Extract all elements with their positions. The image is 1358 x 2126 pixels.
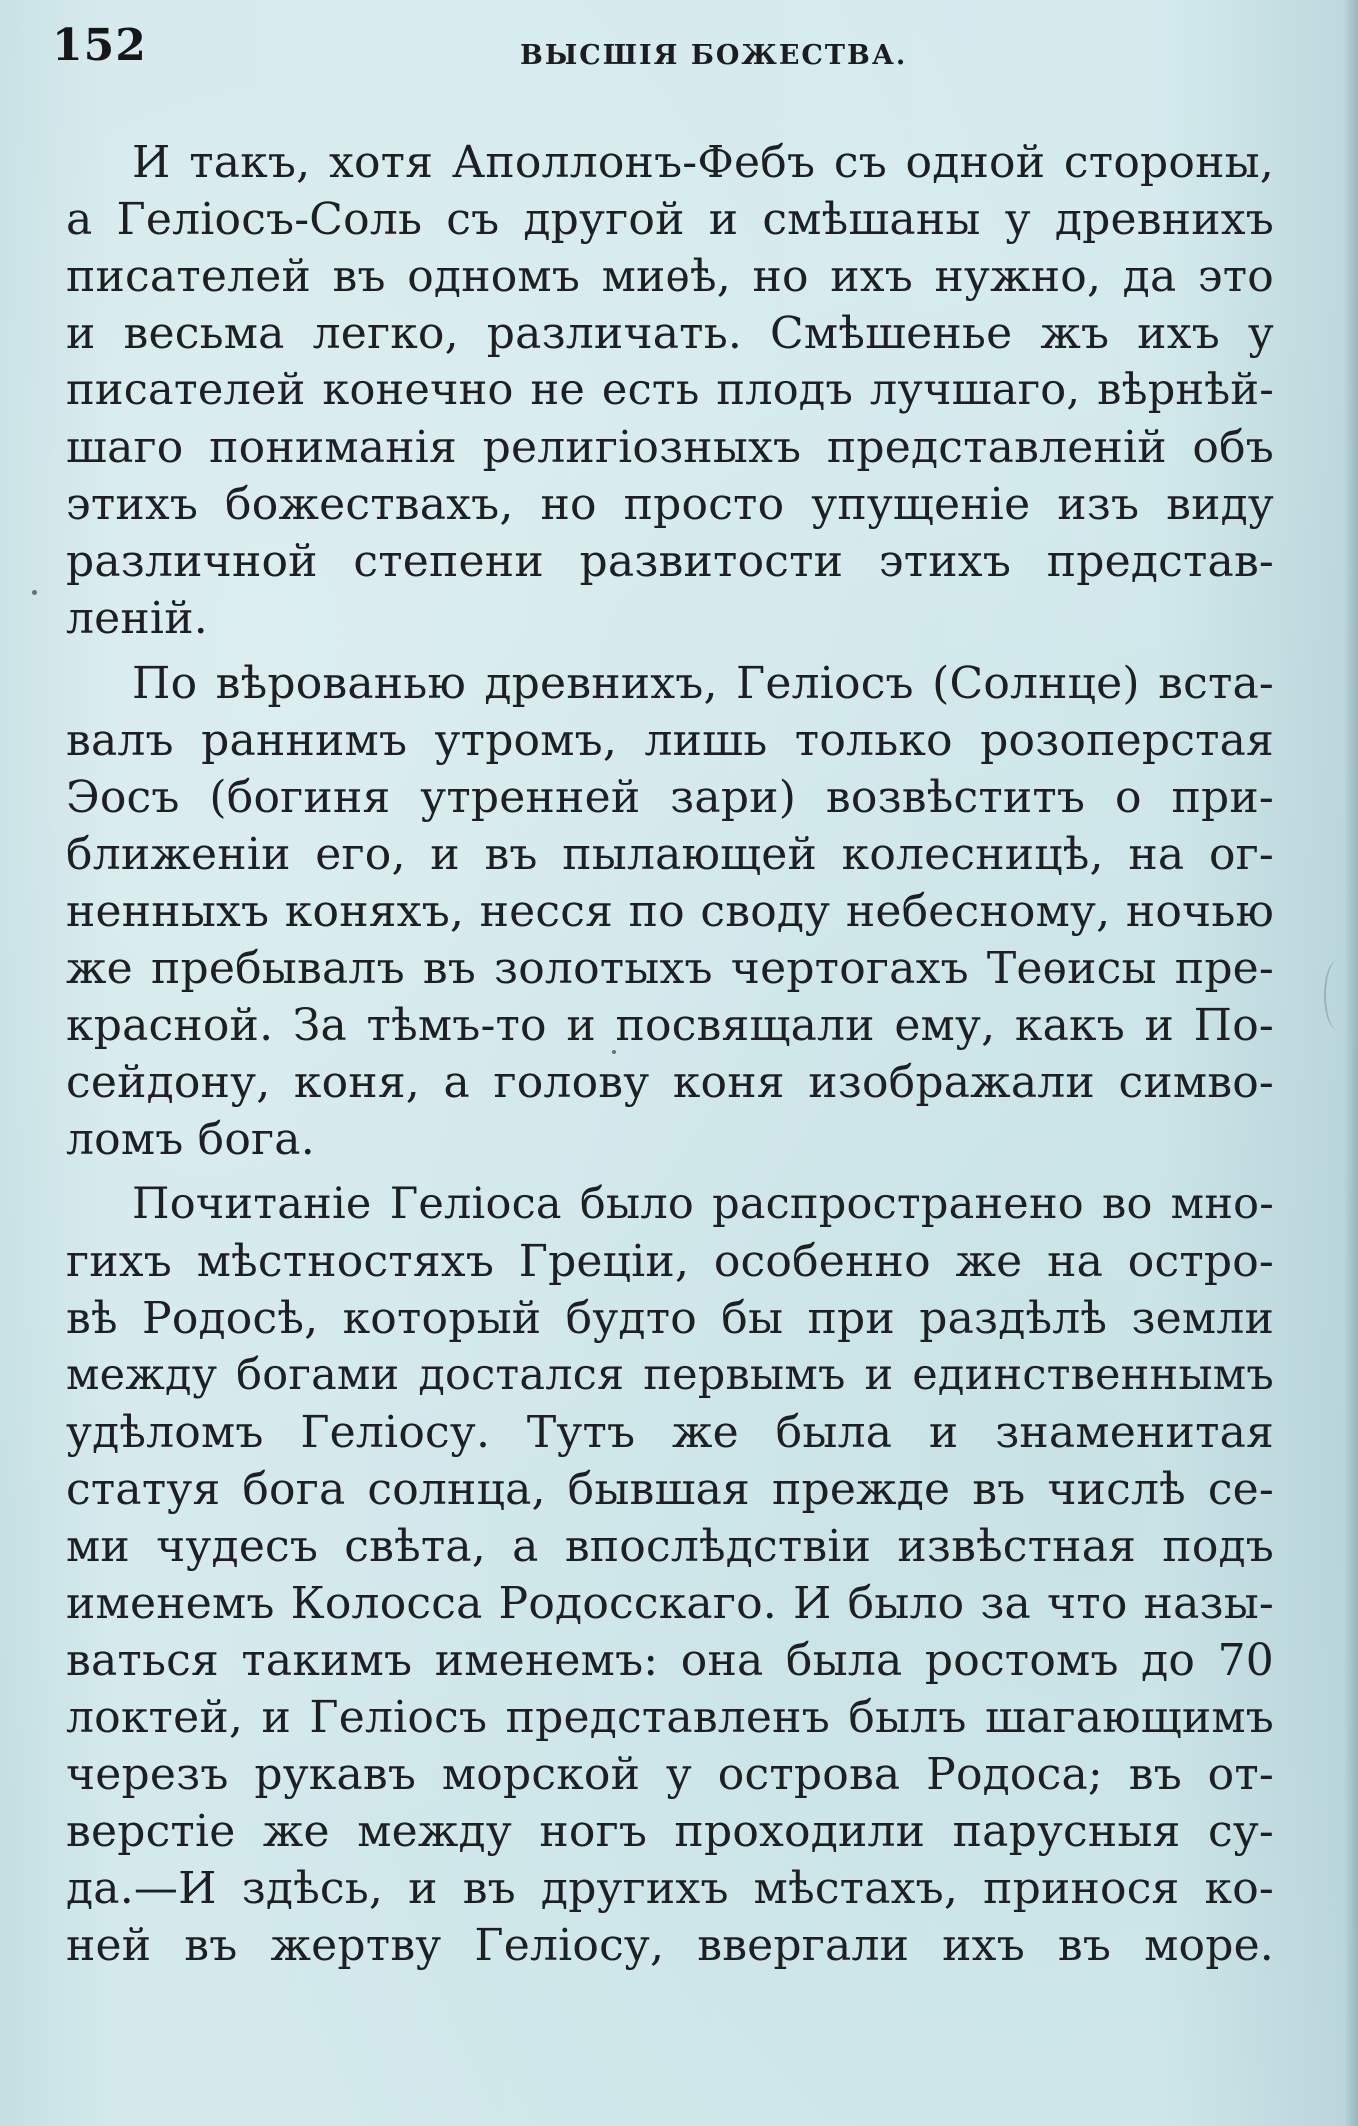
text-line: статуя бога солнца, бывшая прежде въ числѣ се- <box>66 1464 1274 1515</box>
text-line: этихъ божествахъ, но просто упущеніе изъ виду <box>66 479 1274 530</box>
paragraph-gap <box>66 647 1274 655</box>
text-line: сейдону, коня, а голову коня изображали симво- <box>66 1057 1274 1108</box>
ink-speck <box>32 590 37 595</box>
page-edge-shadow <box>1344 0 1358 2126</box>
text-line: черезъ рукавъ морской у острова Родоса; въ от- <box>66 1749 1274 1800</box>
text-line: а Геліосъ-Соль съ другой и смѣшаны у древнихъ <box>66 194 1274 245</box>
text-line: локтей, и Геліосъ представленъ былъ шагающимъ <box>66 1692 1274 1743</box>
text-line: валъ раннимъ утромъ, лишь только розоперстая <box>66 715 1274 766</box>
text-line: Почитаніе Геліоса было распространено во мно- <box>132 1179 1274 1229</box>
text-line: именемъ Колосса Родосскаго. И было за что назы- <box>66 1578 1274 1629</box>
text-line: ломъ бога. <box>66 1114 315 1165</box>
text-line: Эосъ (богиня утренней зари) возвѣститъ о при- <box>66 772 1274 823</box>
text-line: между богами достался первымъ и единственнымъ <box>66 1350 1274 1400</box>
text-line: писателей въ одномъ миѳѣ, но ихъ нужно, да это <box>66 251 1274 302</box>
text-line: удѣломъ Геліосу. Тутъ же была и знаменитая <box>66 1407 1274 1458</box>
text-line: ближеніи его, и въ пылающей колесницѣ, на ог- <box>66 829 1274 880</box>
text-line: же пребывалъ въ золотыхъ чертогахъ Теѳисы пре- <box>66 943 1274 994</box>
text-line: ней въ жертву Геліосу, ввергали ихъ въ море. <box>66 1920 1274 1971</box>
page-number: 152 <box>52 20 147 71</box>
paper-fold-mark <box>1324 960 1352 1030</box>
text-line: ми чудесъ свѣта, а впослѣдствіи извѣстная подъ <box>66 1521 1274 1572</box>
text-line: ненныхъ коняхъ, несся по своду небесному, ночью <box>66 886 1274 937</box>
text-line: красной. За тѣмъ-то и посвящали ему, какъ и По- <box>66 1000 1274 1051</box>
text-line: да.—И здѣсь, и въ другихъ мѣстахъ, принося ко- <box>66 1863 1274 1914</box>
text-line: гихъ мѣстностяхъ Греціи, особенно же на остро- <box>66 1236 1274 1287</box>
paragraph-gap <box>66 1168 1274 1176</box>
text-line: леній. <box>66 593 208 644</box>
running-head: ВЫСШІЯ БОЖЕСТВА. <box>520 40 908 71</box>
text-line: ваться такимъ именемъ: она была ростомъ до 70 <box>66 1635 1274 1686</box>
text-line: различной степени развитости этихъ представ- <box>66 536 1274 587</box>
text-line: И такъ, хотя Аполлонъ-Фебъ съ одной стороны, <box>132 137 1274 188</box>
text-line: и весьма легко, различать. Смѣшенье жъ ихъ у <box>66 308 1274 359</box>
body-text <box>66 134 1274 1974</box>
text-line: По вѣрованью древнихъ, Геліосъ (Солнце) вста- <box>132 658 1274 709</box>
text-line: вѣ Родосѣ, который будто бы при раздѣлѣ земли <box>66 1293 1274 1344</box>
text-line: шаго пониманія религіозныхъ представленій объ <box>66 422 1274 473</box>
text-line: писателей конечно не есть плодъ лучшаго, вѣрнѣй- <box>66 365 1274 415</box>
text-line: верстіе же между ногъ проходили парусныя су- <box>66 1806 1274 1857</box>
